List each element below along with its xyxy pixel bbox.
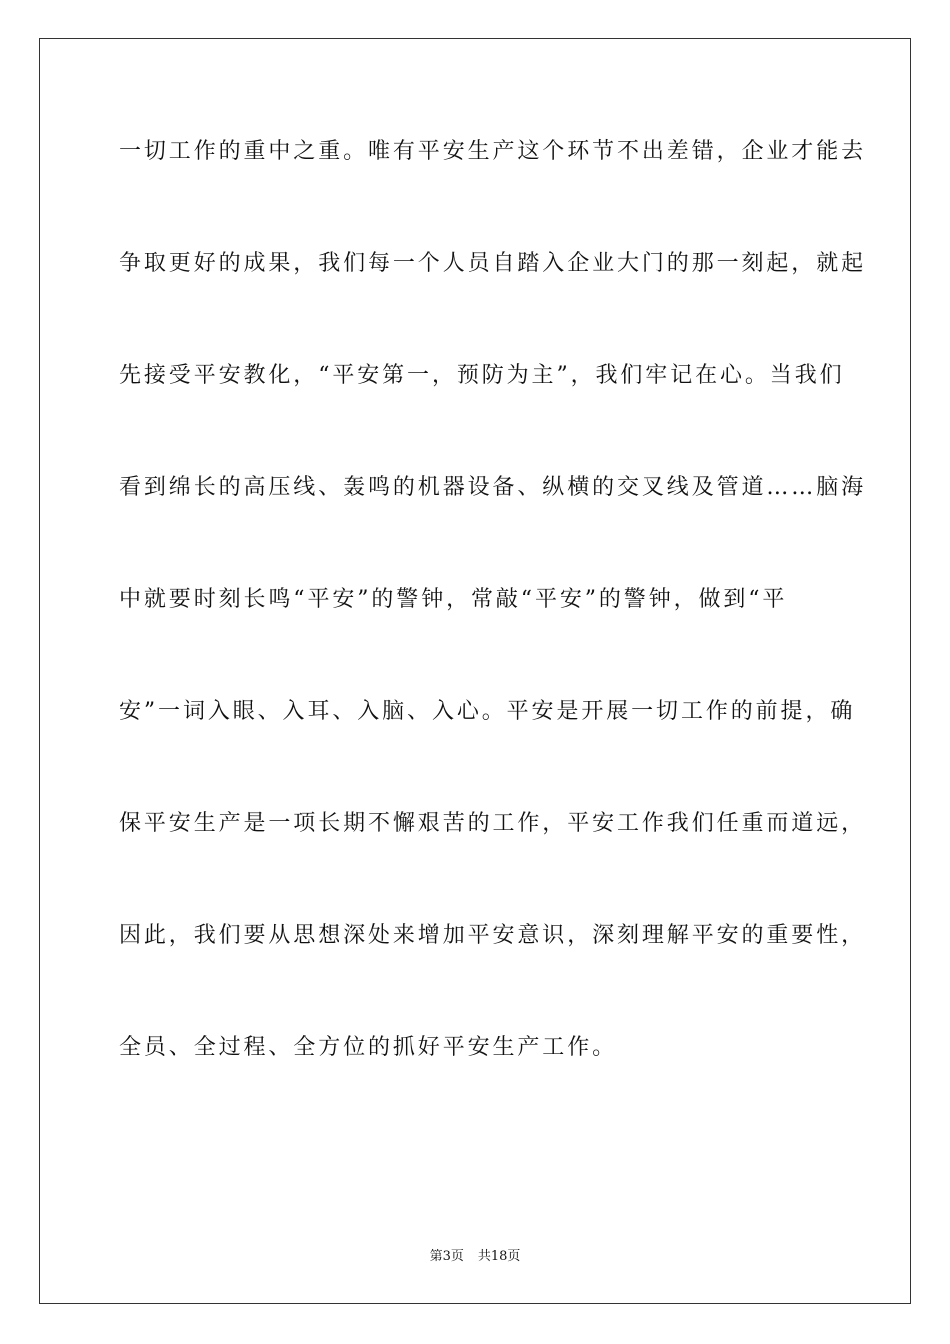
text-line-2: 争取更好的成果，我们每一个人员自踏入企业大门的那一刻起，就起 xyxy=(119,251,867,276)
page-footer xyxy=(0,1248,950,1266)
text-line-9: 全员、全过程、全方位的抓好平安生产工作。 xyxy=(119,1035,618,1060)
text-line-6: 安”一词入眼、入耳、入脑、入心。平安是开展一切工作的前提，确 xyxy=(119,699,856,724)
total-pages-label: 共18页 xyxy=(477,1249,521,1264)
page-number-label: 第3页 xyxy=(429,1249,464,1264)
text-line-7: 保平安生产是一项长期不懈艰苦的工作，平安工作我们任重而道远， xyxy=(119,811,867,836)
text-line-8: 因此，我们要从思想深处来增加平安意识，深刻理解平安的重要性， xyxy=(119,923,867,948)
text-line-1: 一切工作的重中之重。唯有平安生产这个环节不出差错，企业才能去 xyxy=(119,139,867,164)
text-line-4: 看到绵长的高压线、轰鸣的机器设备、纵横的交叉线及管道……脑海 xyxy=(119,475,867,500)
text-line-3: 先接受平安教化，“平安第一，预防为主”，我们牢记在心。当我们 xyxy=(119,363,845,388)
text-line-5: 中就要时刻长鸣“平安”的警钟，常敲“平安”的警钟，做到“平 xyxy=(119,587,788,612)
document-body xyxy=(119,128,867,1136)
